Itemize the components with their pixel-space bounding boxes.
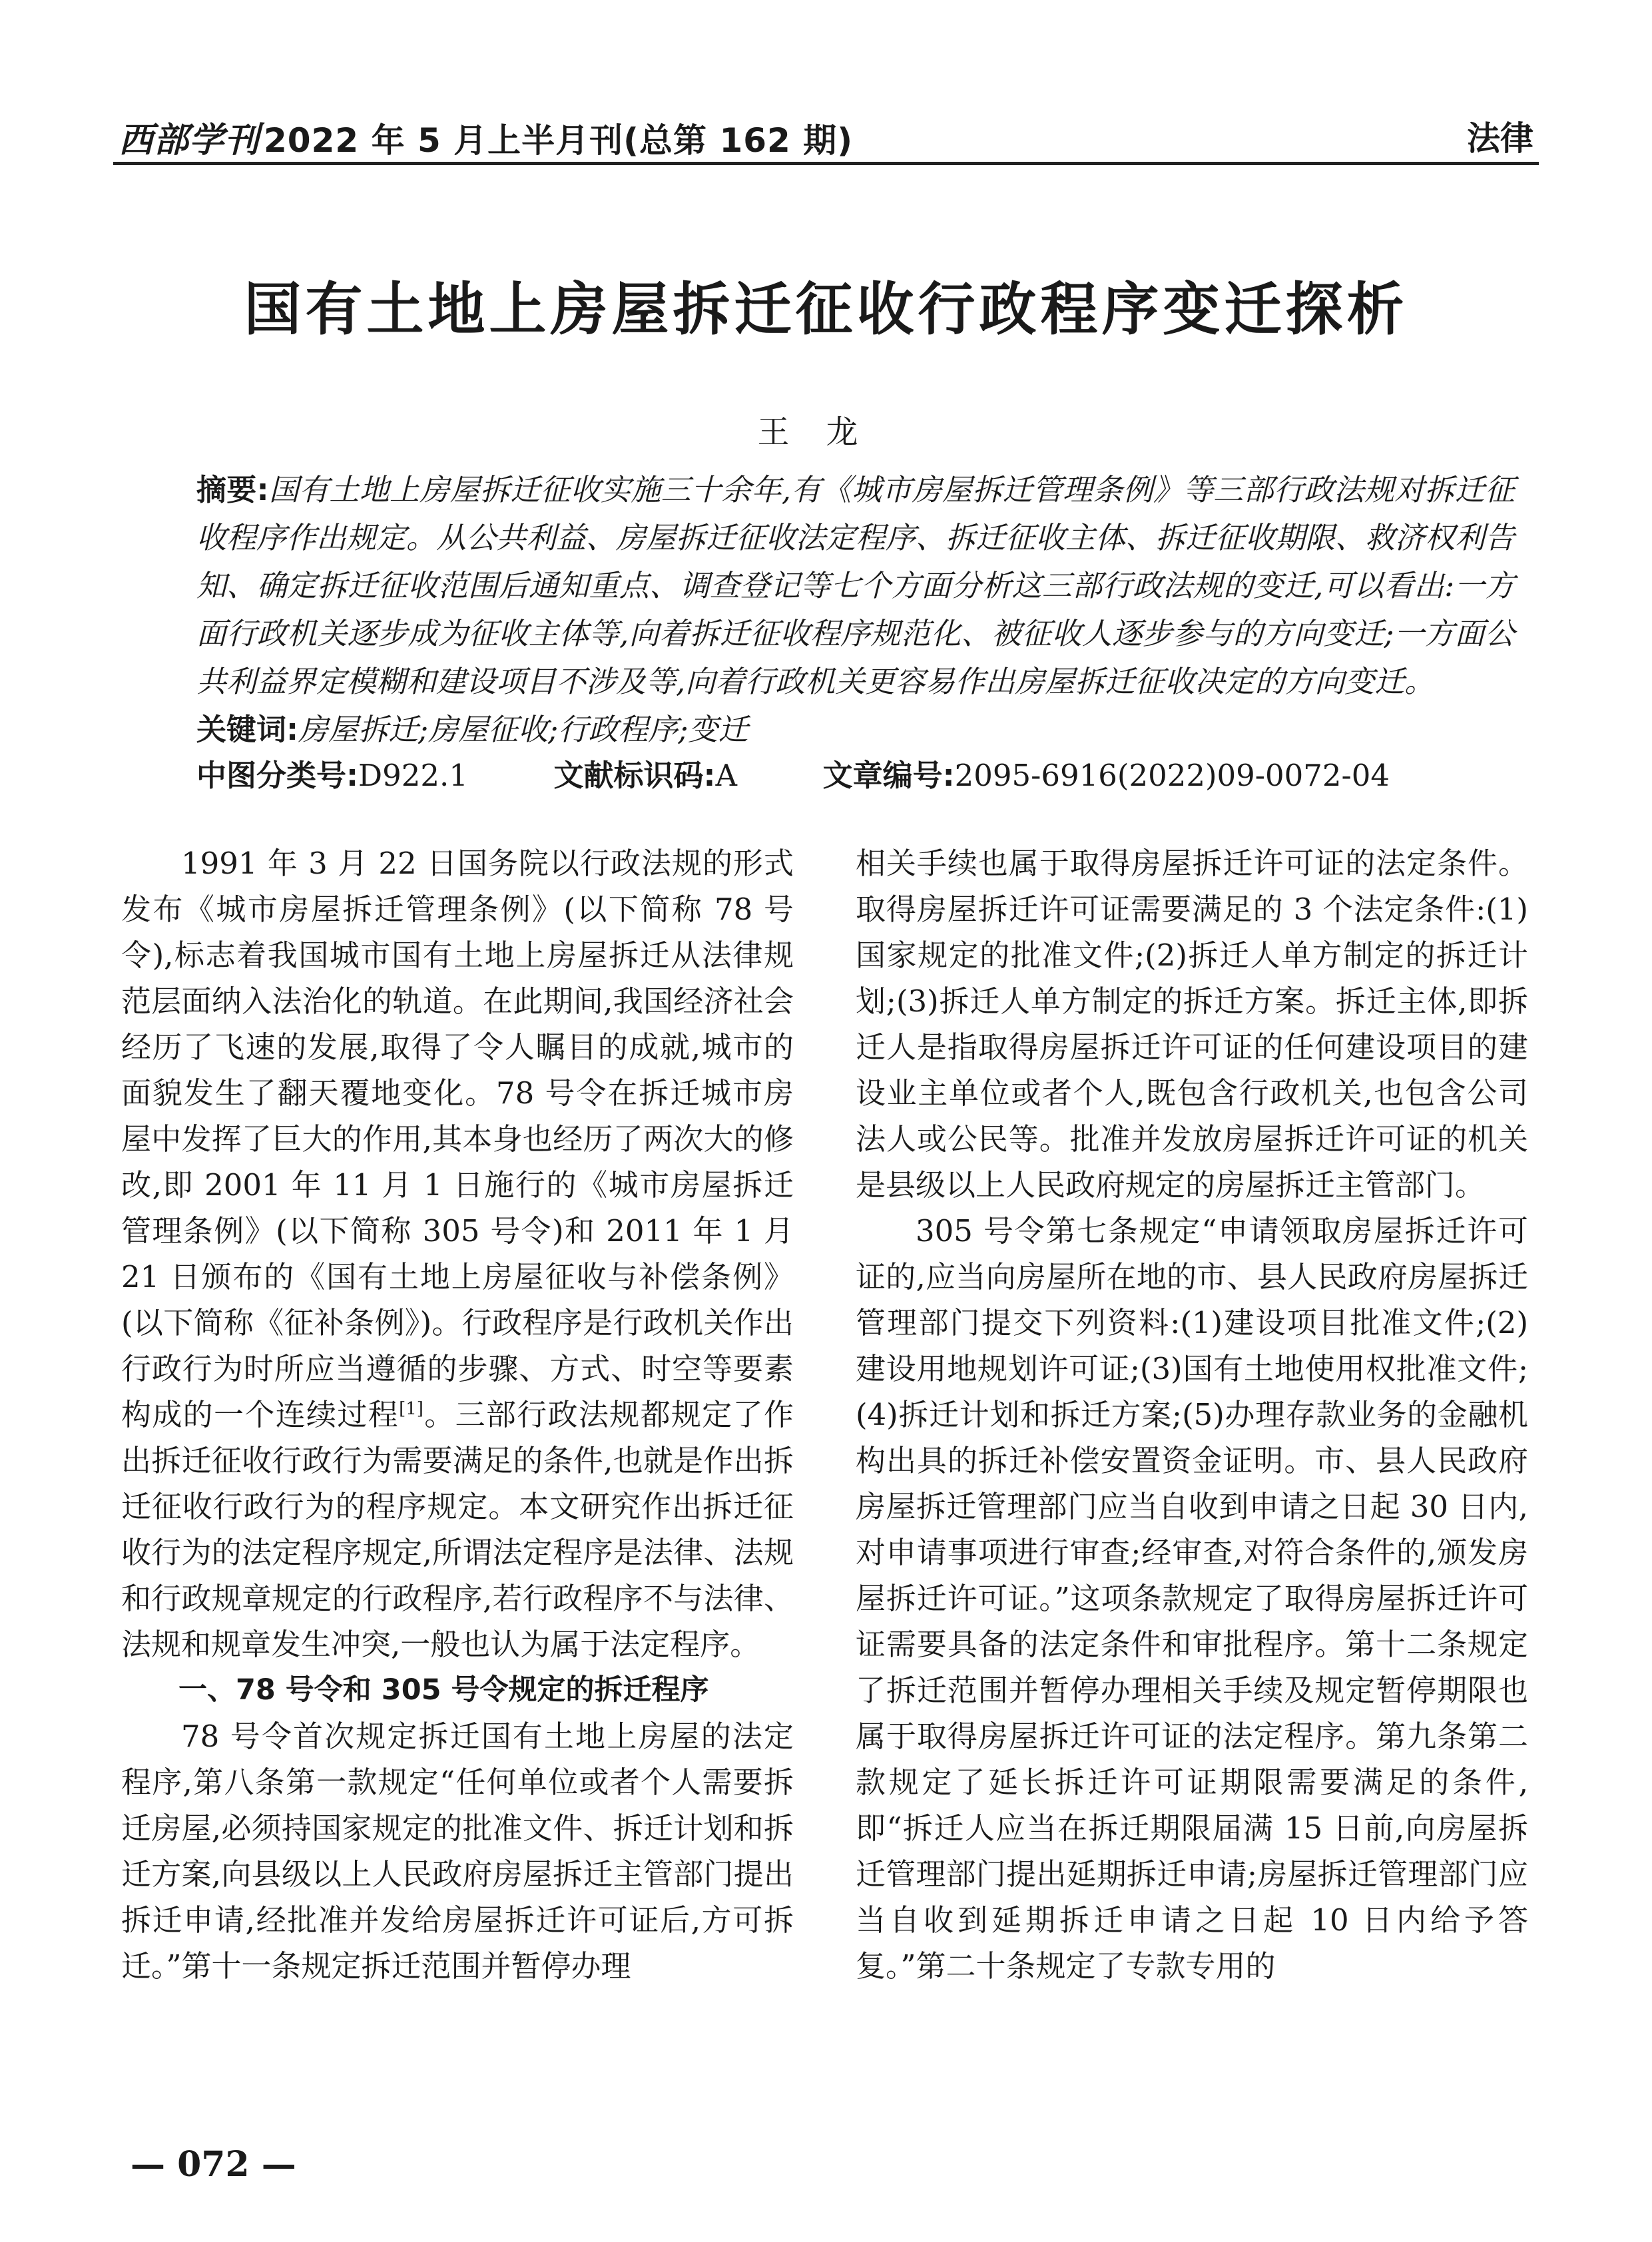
header-rule	[113, 162, 1539, 165]
citation-ref: [1]	[399, 1399, 423, 1419]
body-column-right	[856, 840, 1528, 1989]
paragraph: 1991 年 3 月 22 日国务院以行政法规的形式发布《城市房屋拆迁管理条例》(以下简称 78 号令),标志着我国城市国有土地上房屋拆迁从法律规范层面纳入法治化的轨道。在此期间,我国经济社会经历了飞速的发展,取得了令人瞩目的成就,城市的面貌发生了翻天覆地变化。78 号令在拆迁城市房屋中发挥了巨大的作用,其本身也经历了两次大的修改,即 2001 年 11 月 1 日施行的《城市房屋拆迁管理条例》(以下简称 305 号令)和 2011 年 1 月 21 日颁布的《国有土地上房屋征收与补偿条例》(以下简称《征补条例》)。行政程序是行政机关作出行政行为时所应当遵循的步骤、方式、时空等要素构成的一个连续过程[1]。三部行政法规都规定了作出拆迁征收行政行为需要满足的条件,也就是作出拆迁征收行政行为的程序规定。本文研究作出拆迁征收行为的法定程序规定,所谓法定程序是法律、法规和行政规章规定的行政程序,若行政程序不与法律、法规和规章发生冲突,一般也认为属于法定程序。	[121, 846, 794, 1662]
article-no-value: 2095-6916(2022)09-0072-04	[954, 758, 1390, 793]
doc-code-label: 文献标识码:	[553, 758, 716, 793]
page-number: — 072 —	[131, 2144, 296, 2185]
paragraph: 305 号令第七条规定“申请领取房屋拆迁许可证的,应当向房屋所在地的市、县人民政府房屋拆迁管理部门提交下列资料:(1)建设项目批准文件;(2)建设用地规划许可证;(3)国有土地使用权批准文件;(4)拆迁计划和拆迁方案;(5)办理存款业务的金融机构出具的拆迁补偿安置资金证明。市、县人民政府房屋拆迁管理部门应当自收到申请之日起 30 日内,对申请事项进行审查;经审查,对符合条件的,颁发房屋拆迁许可证。”这项条款规定了取得房屋拆迁许可证需要具备的法定条件和审批程序。第十二条规定了拆迁范围并暂停办理相关手续及规定暂停期限也属于取得房屋拆迁许可证的法定程序。第九条第二款规定了延长拆迁许可证期限需要满足的条件,即“拆迁人应当在拆迁期限届满 15 日前,向房屋拆迁管理部门提出延期拆迁申请;房屋拆迁管理部门应当自收到延期拆迁申请之日起 10 日内给予答复。”第二十条规定了专款专用的	[856, 1213, 1528, 1984]
section-label: 法律	[1467, 119, 1533, 158]
classification-row	[196, 751, 1515, 794]
abstract-label: 摘要:	[196, 472, 269, 507]
clc-value: D922.1	[358, 758, 468, 793]
clc-label: 中图分类号:	[196, 758, 358, 793]
keywords-text: 房屋拆迁;房屋征收;行政程序;变迁	[298, 712, 748, 747]
body-column-left	[121, 840, 794, 1989]
author-name: 王龙	[757, 414, 895, 451]
issue-info: 2022 年 5 月上半月刊(总第 162 期)	[264, 121, 854, 160]
section-heading: 一、78 号令和 305 号令规定的拆迁程序	[178, 1673, 709, 1707]
keywords-label: 关键词:	[196, 712, 298, 747]
abstract	[196, 466, 1515, 754]
journal-logo: 西部学刊	[119, 120, 260, 160]
paragraph: 78 号令首次规定拆迁国有土地上房屋的法定程序,第八条第一款规定“任何单位或者个人需要拆迁房屋,必须持国家规定的批准文件、拆迁计划和拆迁方案,向县级以上人民政府房屋拆迁主管部门提出拆迁申请,经批准并发给房屋拆迁许可证后,方可拆迁。”第十一条规定拆迁范围并暂停办理	[121, 1719, 794, 1984]
doc-code-value: A	[715, 758, 738, 793]
article-title: 国有土地上房屋拆迁征收行政程序变迁探析	[244, 276, 1408, 343]
abstract-text: 国有土地上房屋拆迁征收实施三十余年,有《城市房屋拆迁管理条例》等三部行政法规对拆迁征收程序作出规定。从公共利益、房屋拆迁征收法定程序、拆迁征收主体、拆迁征收期限、救济权利告知、确定拆迁征收范围后通知重点、调查登记等七个方面分析这三部行政法规的变迁,可以看出:一方面行政机关逐步成为征收主体等,向着拆迁征收程序规范化、被征收人逐步参与的方向变迁;一方面公共利益界定模糊和建设项目不涉及等,向着行政机关更容易作出房屋拆迁征收决定的方向变迁。	[196, 472, 1515, 699]
journal-header	[119, 112, 853, 162]
paragraph: 相关手续也属于取得房屋拆迁许可证的法定条件。取得房屋拆迁许可证需要满足的 3 个法定条件:(1)国家规定的批准文件;(2)拆迁人单方制定的拆迁计划;(3)拆迁人单方制定的拆迁方案。拆迁主体,即拆迁人是指取得房屋拆迁许可证的任何建设项目的建设业主单位或者个人,既包含行政机关,也包含公司法人或公民等。批准并发放房屋拆迁许可证的机关是县级以上人民政府规定的房屋拆迁主管部门。	[856, 846, 1528, 1203]
article-no-label: 文章编号:	[822, 758, 955, 793]
